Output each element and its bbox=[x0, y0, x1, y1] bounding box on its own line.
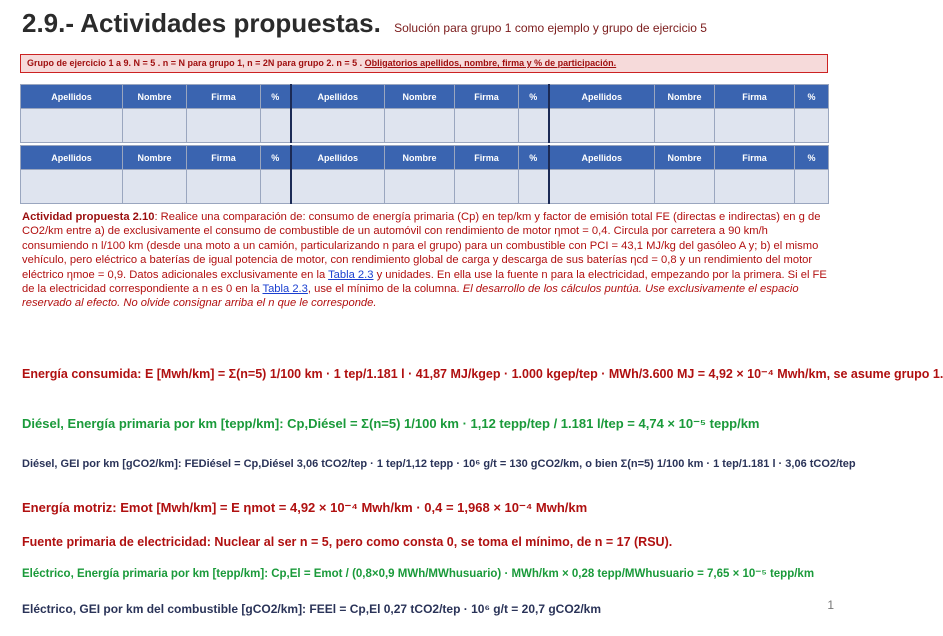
header-nombre: Nombre bbox=[385, 146, 455, 170]
input-cell[interactable] bbox=[455, 170, 519, 204]
header-apellidos: Apellidos bbox=[21, 146, 123, 170]
input-cell[interactable] bbox=[519, 109, 549, 143]
activity-text-3: , use el mínimo de la columna. bbox=[307, 283, 460, 296]
equation-diesel-ghg: Diésel, GEI por km [gCO2/km]: FEDiésel = Cp,Diésel 3,06 tCO2/tep · 1 tep/1,12 tepp · 10⁶ g/t = 130 gCO2/km, o bien Σ(n=5) 1/100 km · 1 tep/1.181 l · 3,06 tCO2/tep bbox=[22, 458, 856, 470]
header-firma: Firma bbox=[455, 146, 519, 170]
input-cell[interactable] bbox=[261, 109, 291, 143]
header-apellidos: Apellidos bbox=[291, 85, 385, 109]
activity-label: Actividad propuesta 2.10 bbox=[22, 211, 155, 223]
group-bar-text: Grupo de ejercicio 1 a 9. N = 5 . n = N para grupo 1, n = 2N para grupo 2. n = 5 . bbox=[27, 58, 363, 68]
input-cell[interactable] bbox=[715, 170, 795, 204]
header-percent: % bbox=[795, 146, 829, 170]
header-percent: % bbox=[519, 146, 549, 170]
input-cell[interactable] bbox=[187, 170, 261, 204]
input-cell[interactable] bbox=[655, 170, 715, 204]
header-nombre: Nombre bbox=[655, 85, 715, 109]
participants-table-2 bbox=[20, 145, 829, 204]
header-nombre: Nombre bbox=[123, 146, 187, 170]
activity-text-2: y unidades. En ella use la fuente n para la electricidad, empezando por la primera. Si el FE de la electricidad correspondiente a n es 0 en la bbox=[22, 268, 827, 296]
input-cell[interactable] bbox=[187, 109, 261, 143]
title-text: 2.9.- Actividades propuestas. bbox=[22, 8, 381, 38]
input-cell[interactable] bbox=[21, 109, 123, 143]
input-cell[interactable] bbox=[549, 109, 655, 143]
input-cell[interactable] bbox=[385, 109, 455, 143]
group-bar-obligatory: Obligatorios apellidos, nombre, firma y % de participación. bbox=[364, 58, 617, 68]
header-firma: Firma bbox=[715, 85, 795, 109]
equation-electric-ghg: Eléctrico, GEI por km del combustible [gCO2/km]: FEEl = Cp,El 0,27 tCO2/tep · 10⁶ g/t = 20,7 gCO2/km bbox=[22, 602, 602, 616]
subtitle: Solución para grupo 1 como ejemplo y grupo de ejercicio 5 bbox=[394, 21, 707, 35]
header-percent: % bbox=[261, 146, 291, 170]
equation-electric-source: Fuente primaria de electricidad: Nuclear al ser n = 5, pero como consta 0, se toma el mínimo, de n = 17 (RSU). bbox=[22, 535, 673, 549]
input-cell[interactable] bbox=[21, 170, 123, 204]
page-number: 1 bbox=[827, 598, 834, 612]
activity-note: El desarrollo de los cálculos puntúa. Use exclusivamente el espacio reservado al efecto. No olvide consignar arriba el n que le corresponde. bbox=[22, 283, 799, 310]
header-apellidos: Apellidos bbox=[549, 146, 655, 170]
activity-statement bbox=[22, 210, 828, 311]
input-cell[interactable] bbox=[655, 109, 715, 143]
equation-motive-energy: Energía motriz: Emot [Mwh/km] = E ηmot = 4,92 × 10⁻⁴ Mwh/km · 0,4 = 1,968 × 10⁻⁴ Mwh/km bbox=[22, 500, 588, 515]
header-percent: % bbox=[519, 85, 549, 109]
input-cell[interactable] bbox=[519, 170, 549, 204]
input-cell[interactable] bbox=[455, 109, 519, 143]
input-cell[interactable] bbox=[261, 170, 291, 204]
input-cell[interactable] bbox=[385, 170, 455, 204]
header-percent: % bbox=[795, 85, 829, 109]
input-cell[interactable] bbox=[795, 109, 829, 143]
equation-electric-primary: Eléctrico, Energía primaria por km [tepp/km]: Cp,El = Emot / (0,8×0,9 MWh/MWhusuario) · MWh/km × 0,28 tepp/MWhusuario = 7,65 × 10⁻⁵ tepp/km bbox=[22, 568, 815, 580]
header-percent: % bbox=[261, 85, 291, 109]
header-firma: Firma bbox=[455, 85, 519, 109]
input-cell[interactable] bbox=[123, 170, 187, 204]
header-nombre: Nombre bbox=[385, 85, 455, 109]
table-link-2[interactable]: Tabla 2.3 bbox=[262, 283, 308, 296]
input-cell[interactable] bbox=[549, 170, 655, 204]
header-apellidos: Apellidos bbox=[21, 85, 123, 109]
header-apellidos: Apellidos bbox=[549, 85, 655, 109]
header-nombre: Nombre bbox=[123, 85, 187, 109]
header-apellidos: Apellidos bbox=[291, 146, 385, 170]
header-firma: Firma bbox=[187, 85, 261, 109]
input-cell[interactable] bbox=[291, 170, 385, 204]
header-firma: Firma bbox=[187, 146, 261, 170]
input-cell[interactable] bbox=[795, 170, 829, 204]
input-cell[interactable] bbox=[291, 109, 385, 143]
equation-energy-consumed: Energía consumida: E [Mwh/km] = Σ(n=5) 1/100 km · 1 tep/1.181 l · 41,87 MJ/kgep · 1.000 kgep/tep · MWh/3.600 MJ = 4,92 × 10⁻⁴ Mwh/km, se asume grupo 1. bbox=[22, 367, 943, 381]
participants-table-1 bbox=[20, 84, 829, 143]
page-title bbox=[22, 8, 707, 39]
input-cell[interactable] bbox=[715, 109, 795, 143]
header-firma: Firma bbox=[715, 146, 795, 170]
header-nombre: Nombre bbox=[655, 146, 715, 170]
activity-text-1: : Realice una comparación de: consumo de energía primaria (Cp) en tep/km y factor de emisión total FE (directas e indirectas) en g de CO2/km entre a) de exclusivamente el consumo de combustible de un automóvil con rendimiento de motor ηmot = 0,4. Circula por carretera a 90 km/h consumiendo n l/100 km (desde una moto a un camión, particularizando n para el grupo) para un combustible con PCI = 43,1 MJ/kg del gasóleo A y; b) el mismo vehículo, pero eléctrico a baterías de igual potencia de motor, con rendimiento global de carga y descarga de sus baterías ηcd = 0,8 y un rendimiento del motor eléctrico ηmoe = 0,9. Datos adicionales exclusivamente en la bbox=[22, 211, 821, 281]
table-link-1[interactable]: Tabla 2.3 bbox=[328, 268, 374, 281]
equation-diesel-primary: Diésel, Energía primaria por km [tepp/km]: Cp,Diésel = Σ(n=5) 1/100 km · 1,12 tepp/tep / 1.181 l/tep = 4,74 × 10⁻⁵ tepp/km bbox=[22, 416, 760, 431]
input-cell[interactable] bbox=[123, 109, 187, 143]
group-bar bbox=[20, 54, 828, 73]
